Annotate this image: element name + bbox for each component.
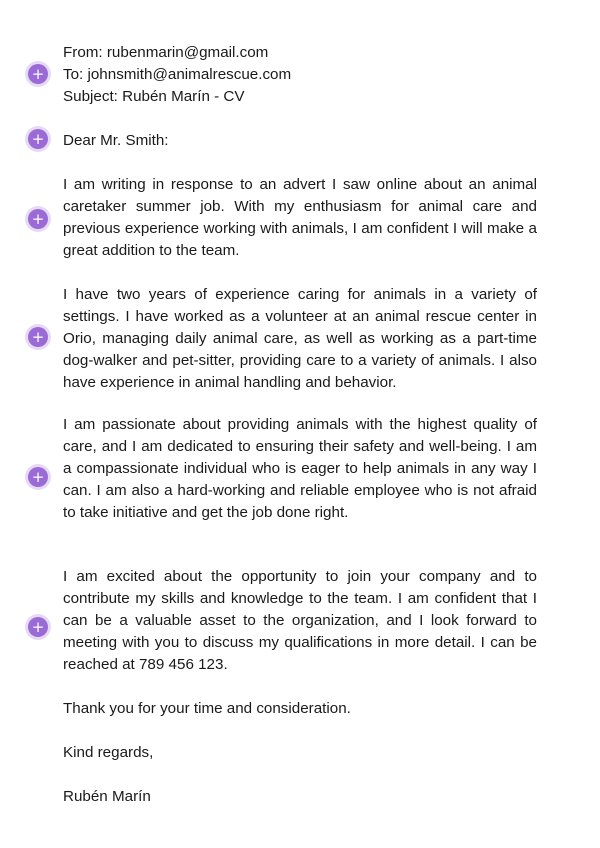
add-section-button-greeting[interactable] [28,129,48,149]
plus-icon: + [31,130,45,148]
closing-thanks: Thank you for your time and consideration. [63,700,351,717]
email-header [63,42,537,108]
signoff: Kind regards, [63,744,154,761]
paragraph-intro: I am writing in response to an advert I saw online about an animal caretaker summer job. With my enthusiasm for animal care and previous experience working with animals, I am confident I will make a great addition to the team. [63,176,537,259]
plus-icon: + [31,618,45,636]
add-section-button-paragraph-2[interactable] [28,327,48,347]
add-section-button-paragraph-3[interactable] [28,467,48,487]
plus-icon: + [31,210,45,228]
email-from: From: rubenmarin@gmail.com [63,44,269,61]
paragraph-experience: I have two years of experience caring for animals in a variety of settings. I have worked as a volunteer at an animal rescue center in Orio, managing daily animal care, as well as working as a part-time dog-walker and pet-sitter, providing care to a variety of animals. I also have experience in animal handling and behavior. [63,286,537,391]
email-to: To: johnsmith@animalrescue.com [63,66,292,83]
greeting: Dear Mr. Smith: [63,132,169,149]
add-section-button-paragraph-1[interactable] [28,209,48,229]
plus-icon: + [31,468,45,486]
email-subject: Subject: Rubén Marín - CV [63,88,245,105]
paragraph-passion: I am passionate about providing animals with the highest quality of care, and I am dedicated to ensuring their safety and well-being. I am a compassionate individual who is eager to help animals in any way I can. I am also a hard-working and reliable employee who is not afraid to take initiative and get the job done right. [63,416,537,521]
signature: Rubén Marín [63,788,151,805]
plus-icon: + [31,328,45,346]
add-section-button-header[interactable] [28,64,48,84]
paragraph-closing: I am excited about the opportunity to join your company and to contribute my skills and knowledge to the team. I am confident that I can be a valuable asset to the organization, and I look forward to meeting with you to discuss my qualifications in more detail. I can be reached at 789 456 123. [63,568,537,673]
add-section-button-paragraph-4[interactable] [28,617,48,637]
plus-icon: + [31,65,45,83]
